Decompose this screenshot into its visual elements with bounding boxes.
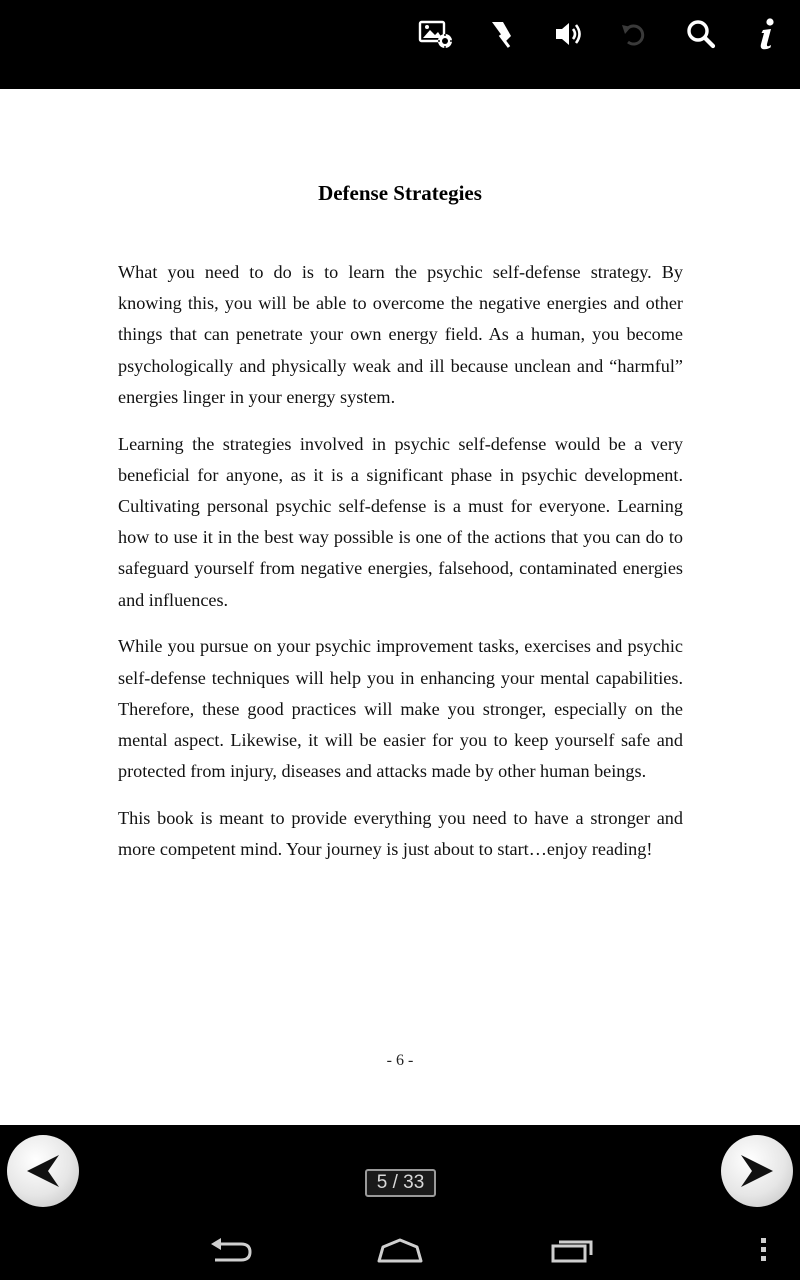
home-icon (373, 1235, 427, 1265)
image-settings-icon[interactable] (416, 14, 456, 54)
page-counter[interactable]: 5 / 33 (365, 1169, 436, 1197)
arrow-left-icon (21, 1149, 65, 1193)
recent-apps-icon (545, 1235, 595, 1265)
paragraph: What you need to do is to learn the psychic self-defense strategy. By knowing this, you will be able to overcome the negative energies and other things that can penetrate your own energy field. As a human, you become psychologically and physically weak and ill because unclean and “harmful” energies linger in your energy system. (118, 262, 683, 407)
bookmark-pin-icon[interactable] (479, 14, 519, 54)
page-body (118, 257, 683, 881)
system-back-button[interactable] (200, 1230, 260, 1270)
undo-icon (614, 14, 654, 54)
paragraph: Learning the strategies involved in psychic self-defense would be a very beneficial for anyone, as it is a significant phase in psychic development. Cultivating personal psychic self-defense is a must for everyone. Learning how to use it in the best way possible is one of the actions that you can do to safeguard yourself from negative energies, falsehood, contaminated energies and influences. (118, 433, 683, 610)
arrow-right-icon (735, 1149, 779, 1193)
page-title: Defense Strategies (318, 181, 482, 205)
back-icon (205, 1235, 255, 1265)
system-menu-button[interactable] (752, 1230, 776, 1270)
overflow-menu-icon (759, 1237, 769, 1263)
book-page[interactable] (0, 89, 800, 1125)
top-toolbar (0, 0, 800, 89)
next-page-button[interactable] (721, 1135, 793, 1207)
system-recents-button[interactable] (540, 1230, 600, 1270)
paragraph: While you pursue on your psychic improvement tasks, exercises and psychic self-defense techniques will help you in enhancing your mental capabilities. Therefore, these good practices will make you stronger, especially on the mental aspect. Likewise, it will be easier for you to keep yourself safe and protected from injury, diseases and attacks made by other human beings. (118, 636, 683, 782)
previous-page-button[interactable] (7, 1135, 79, 1207)
speaker-icon[interactable] (548, 14, 588, 54)
bottom-bar (0, 1125, 800, 1280)
system-home-button[interactable] (370, 1230, 430, 1270)
page-number: - 6 - (386, 1052, 414, 1069)
search-icon[interactable] (681, 14, 721, 54)
info-icon[interactable] (747, 14, 787, 54)
paragraph: This book is meant to provide everything you need to have a stronger and more competent mind. Your journey is just about to start…enjoy reading! (118, 808, 683, 860)
